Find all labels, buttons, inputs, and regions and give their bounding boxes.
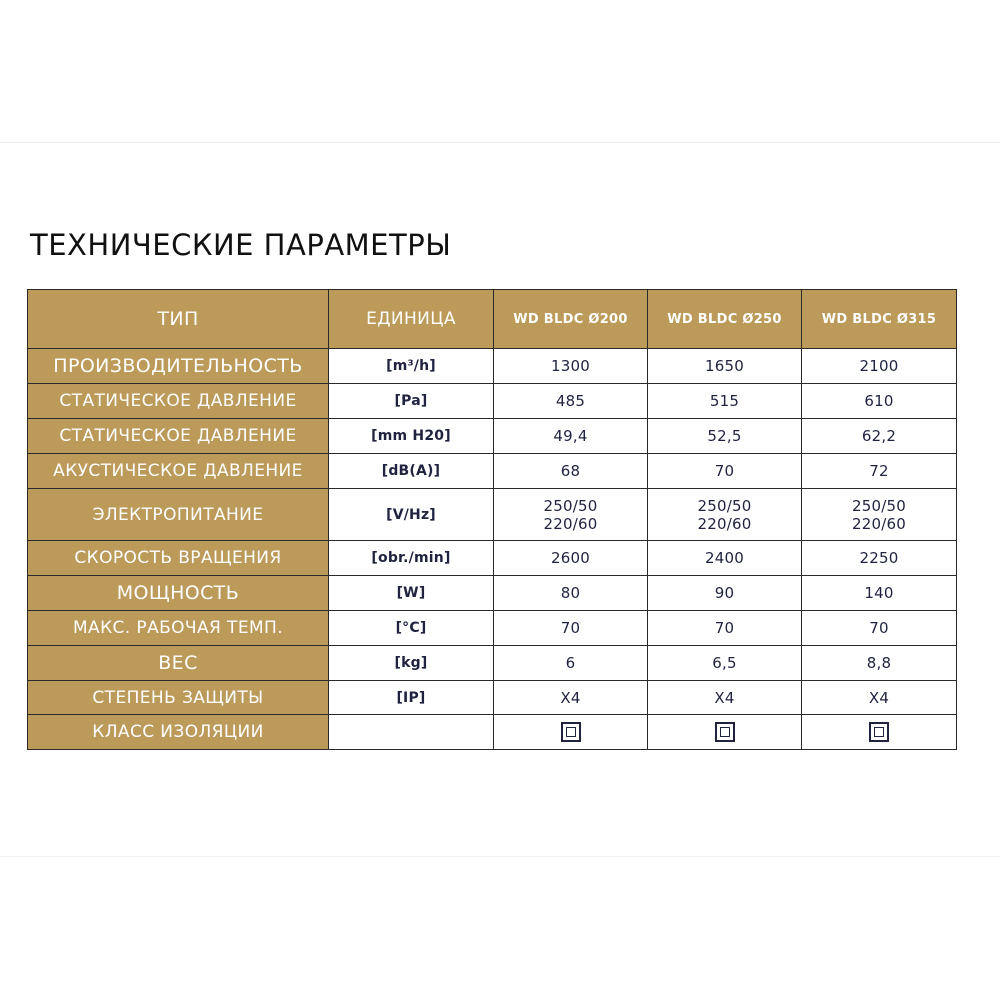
value-cell: 70 bbox=[648, 454, 802, 489]
table-row bbox=[28, 454, 957, 489]
value-cell: 90 bbox=[648, 576, 802, 611]
unit-cell: [m³/h] bbox=[329, 349, 494, 384]
param-label: ЭЛЕКТРОПИТАНИЕ bbox=[28, 489, 329, 541]
unit-cell: [Pa] bbox=[329, 384, 494, 419]
value-cell: 70 bbox=[802, 611, 957, 646]
param-label: КЛАСС ИЗОЛЯЦИИ bbox=[28, 715, 329, 750]
value-cell: 70 bbox=[648, 611, 802, 646]
value-cell: 140 bbox=[802, 576, 957, 611]
param-label: АКУСТИЧЕСКОЕ ДАВЛЕНИЕ bbox=[28, 454, 329, 489]
unit-cell: [kg] bbox=[329, 646, 494, 681]
param-label: ПРОИЗВОДИТЕЛЬНОСТЬ bbox=[28, 349, 329, 384]
param-label: СКОРОСТЬ ВРАЩЕНИЯ bbox=[28, 541, 329, 576]
param-label: МАКС. РАБОЧАЯ ТЕМП. bbox=[28, 611, 329, 646]
value-cell: X4 bbox=[648, 681, 802, 715]
param-label: СТЕПЕНЬ ЗАЩИТЫ bbox=[28, 681, 329, 715]
unit-cell: [obr./min] bbox=[329, 541, 494, 576]
unit-cell: [W] bbox=[329, 576, 494, 611]
value-cell: X4 bbox=[802, 681, 957, 715]
value-cell: 1300 bbox=[494, 349, 648, 384]
value-cell bbox=[802, 489, 957, 541]
value-cell: 610 bbox=[802, 384, 957, 419]
value-cell: 6,5 bbox=[648, 646, 802, 681]
table-row bbox=[28, 646, 957, 681]
value-line: 250/50 bbox=[543, 496, 598, 515]
value-cell: 1650 bbox=[648, 349, 802, 384]
value-line: 220/60 bbox=[852, 514, 906, 533]
value-line: 250/50 bbox=[852, 496, 906, 515]
table-row bbox=[28, 681, 957, 715]
value-line: 220/60 bbox=[697, 514, 752, 533]
value-cell bbox=[648, 715, 802, 750]
header-model-315: WD BLDC Ø315 bbox=[802, 290, 957, 349]
table-row bbox=[28, 384, 957, 419]
value-cell: 62,2 bbox=[802, 419, 957, 454]
unit-cell: [°C] bbox=[329, 611, 494, 646]
value-cell: 2250 bbox=[802, 541, 957, 576]
param-label: МОЩНОСТЬ bbox=[28, 576, 329, 611]
value-cell bbox=[648, 489, 802, 541]
value-cell: 52,5 bbox=[648, 419, 802, 454]
value-cell: 2600 bbox=[494, 541, 648, 576]
value-cell: 485 bbox=[494, 384, 648, 419]
table-row bbox=[28, 541, 957, 576]
unit-cell bbox=[329, 715, 494, 750]
value-cell: 70 bbox=[494, 611, 648, 646]
value-cell: 72 bbox=[802, 454, 957, 489]
param-label: ВЕС bbox=[28, 646, 329, 681]
value-cell: 80 bbox=[494, 576, 648, 611]
unit-cell: [IP] bbox=[329, 681, 494, 715]
header-unit: ЕДИНИЦА bbox=[329, 290, 494, 349]
param-label: СТАТИЧЕСКОЕ ДАВЛЕНИЕ bbox=[28, 384, 329, 419]
table-row bbox=[28, 715, 957, 750]
value-cell bbox=[494, 489, 648, 541]
value-cell: 68 bbox=[494, 454, 648, 489]
bottom-divider bbox=[0, 856, 1000, 857]
unit-cell: [V/Hz] bbox=[329, 489, 494, 541]
header-model-250: WD BLDC Ø250 bbox=[648, 290, 802, 349]
unit-cell: [dB(A)] bbox=[329, 454, 494, 489]
top-divider bbox=[0, 142, 1000, 143]
value-cell: 2400 bbox=[648, 541, 802, 576]
table-row bbox=[28, 419, 957, 454]
table-row bbox=[28, 611, 957, 646]
table-row bbox=[28, 349, 957, 384]
header-type: ТИП bbox=[28, 290, 329, 349]
value-cell bbox=[494, 715, 648, 750]
value-cell: 49,4 bbox=[494, 419, 648, 454]
table-row bbox=[28, 489, 957, 541]
value-line: 250/50 bbox=[697, 496, 752, 515]
value-cell: 6 bbox=[494, 646, 648, 681]
header-model-200: WD BLDC Ø200 bbox=[494, 290, 648, 349]
value-line: 220/60 bbox=[543, 514, 598, 533]
value-cell: 515 bbox=[648, 384, 802, 419]
page-title: ТЕХНИЧЕСКИЕ ПАРАМЕТРЫ bbox=[30, 228, 452, 262]
spec-table bbox=[27, 289, 957, 750]
double-insulation-icon bbox=[715, 722, 735, 742]
unit-cell: [mm H20] bbox=[329, 419, 494, 454]
value-cell: 8,8 bbox=[802, 646, 957, 681]
double-insulation-icon bbox=[561, 722, 581, 742]
double-insulation-icon bbox=[869, 722, 889, 742]
value-cell bbox=[802, 715, 957, 750]
value-cell: 2100 bbox=[802, 349, 957, 384]
param-label: СТАТИЧЕСКОЕ ДАВЛЕНИЕ bbox=[28, 419, 329, 454]
table-header-row bbox=[28, 290, 957, 349]
table-row bbox=[28, 576, 957, 611]
value-cell: X4 bbox=[494, 681, 648, 715]
